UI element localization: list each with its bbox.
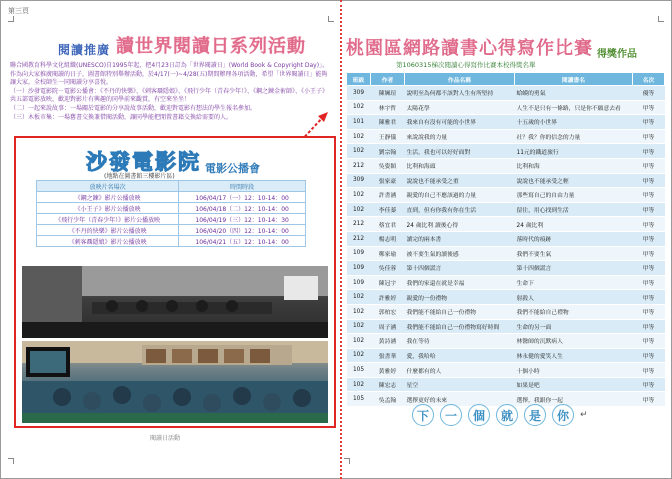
intro-text <box>10 62 330 122</box>
table-row <box>347 304 665 319</box>
rank-cell: 甲等 <box>633 231 665 246</box>
left-page-title: 讀世界閱讀日系列活動 <box>116 36 307 56</box>
rank-cell: 甲等 <box>633 377 665 392</box>
award-list-subtitle: 第1060315梯次閱讀心得寫作比賽本校得獎名單 <box>396 61 536 69</box>
table-row <box>347 100 665 115</box>
students-watching-photo <box>22 341 328 423</box>
class-cell: 109 <box>347 275 371 290</box>
book-title-cell: 如果是吧 <box>515 377 633 392</box>
film-cell: 《小王子》影片公播放映 <box>37 203 179 214</box>
author-cell: 蔡宜君 <box>371 217 405 232</box>
class-cell: 212 <box>347 158 371 173</box>
book-title-cell: 射殺人 <box>515 290 633 305</box>
table-row <box>347 246 665 261</box>
intro-paragraph: （一）沙發電影院－電影公播會：《不丹的快樂》、《刺客聶隱娘》、《飛行少年（青春少年）》、《鋼之鍊金術師》、《小王子》共五部電影放映，歡迎對影片有興趣的同學前來觀賞，有空來坐坐！ <box>10 87 329 104</box>
author-cell: 張書華 <box>371 348 405 363</box>
table-header: 名次 <box>633 73 665 86</box>
cinema-schedule-table <box>36 180 306 247</box>
time-cell: 106/04/18（二）12：10-14：00 <box>179 203 306 214</box>
author-cell: 黃雅婷 <box>371 363 405 378</box>
table-row <box>347 377 665 392</box>
table-row <box>347 188 665 203</box>
rank-cell: 甲等 <box>633 392 665 407</box>
work-title-cell: 選擇更好的未來 <box>405 392 515 407</box>
rank-cell: 甲等 <box>633 158 665 173</box>
work-title-cell: 我們能不能給自己一份禮物 <box>405 304 515 319</box>
class-cell: 102 <box>347 188 371 203</box>
book-title-cell: 落時代的痕跡 <box>515 231 633 246</box>
book-title-cell: 選擇，我跟你一起 <box>515 392 633 407</box>
class-cell: 212 <box>347 231 371 246</box>
cinema-location-note: (地點在圖書館三樓影片區) <box>104 173 175 180</box>
work-title-cell: 生活，我也可以好好面對 <box>405 144 515 159</box>
next-is-you-char: 是 <box>524 404 546 426</box>
rank-cell: 甲等 <box>633 115 665 130</box>
table-row <box>347 231 665 246</box>
book-title-cell: 第十四個謊言 <box>515 261 633 276</box>
table-row <box>347 348 665 363</box>
book-title-cell: 林醫師的沉默病人 <box>515 334 633 349</box>
table-row <box>347 144 665 159</box>
rank-cell: 甲等 <box>633 334 665 349</box>
next-is-you-char: 下 <box>412 404 434 426</box>
class-cell: 109 <box>347 261 371 276</box>
work-title-cell: 比利和海頭 <box>405 158 515 173</box>
class-cell: 105 <box>347 363 371 378</box>
table-row <box>347 86 665 101</box>
margin-corner-mark <box>344 458 350 464</box>
table-row <box>347 129 665 144</box>
award-works-label: 得獎作品 <box>597 49 637 60</box>
work-title-cell: 直到，但有你我有你在生活 <box>405 202 515 217</box>
cinema-subtitle: 電影公播會 <box>205 163 260 175</box>
author-cell: 黃詩涵 <box>371 334 405 349</box>
rank-cell: 甲等 <box>633 363 665 378</box>
table-header: 作者 <box>371 73 405 86</box>
work-title-cell: 親愛的一份禮物 <box>405 290 515 305</box>
author-cell: 吳佳蓉 <box>371 261 405 276</box>
book-title-cell: 社？我？你的信念的力量 <box>515 129 633 144</box>
left-title-row <box>58 36 338 58</box>
work-title-cell: 讀完的兩本書 <box>405 231 515 246</box>
time-cell: 106/04/19（三）12：10-14：30 <box>179 214 306 225</box>
rank-cell: 甲等 <box>633 290 665 305</box>
book-title-cell: 24 歲比利 <box>515 217 633 232</box>
author-cell: 周子涵 <box>371 319 405 334</box>
author-cell: 陳宏志 <box>371 377 405 392</box>
rank-cell: 甲等 <box>633 188 665 203</box>
author-cell: 吳孟翰 <box>371 392 405 407</box>
book-title-cell: 林永健的愛笑人生 <box>515 348 633 363</box>
rank-cell: 甲等 <box>633 304 665 319</box>
work-title-cell: 我們能不能給自己一份禮物寫好時間 <box>405 319 515 334</box>
class-cell: 102 <box>347 100 371 115</box>
work-title-cell: 愛，我哈哈 <box>405 348 515 363</box>
book-title-cell: 生命的另一面 <box>515 319 633 334</box>
next-is-you-char: 個 <box>468 404 490 426</box>
class-cell: 212 <box>347 217 371 232</box>
work-title-cell: 星空 <box>405 377 515 392</box>
time-cell: 106/04/21（五）12：10-14：00 <box>179 236 306 247</box>
author-cell: 王靜儀 <box>371 129 405 144</box>
film-cell: 《刺客聶隱娘》影片公播放映 <box>37 236 179 247</box>
table-row <box>347 290 665 305</box>
class-cell: 102 <box>347 334 371 349</box>
book-title-cell: 比利和海 <box>515 158 633 173</box>
author-cell: 鄭家瑜 <box>371 246 405 261</box>
author-cell: 吳姿穎 <box>371 158 405 173</box>
margin-corner-mark <box>8 16 14 22</box>
book-title-cell: 11元的鐵道旅行 <box>515 144 633 159</box>
book-title-cell: 人生不是只有一條路，只是你不願意去看 <box>515 100 633 115</box>
author-cell: 李佳蓁 <box>371 202 405 217</box>
work-title-cell: 第十四個謊言 <box>405 261 515 276</box>
table-header: 班級 <box>347 73 371 86</box>
screening-room-photo <box>22 266 328 338</box>
rank-cell: 甲等 <box>633 100 665 115</box>
paragraph-return-icon: ↵ <box>580 410 588 420</box>
table-row <box>347 115 665 130</box>
rank-cell: 甲等 <box>633 217 665 232</box>
class-cell: 102 <box>347 129 371 144</box>
book-title-cell: 留住，用心找到生活 <box>515 202 633 217</box>
rank-cell: 優等 <box>633 86 665 101</box>
author-cell: 陳姵瑄 <box>371 86 405 101</box>
table-header: 作品名稱 <box>405 73 515 86</box>
table-row <box>347 158 665 173</box>
rank-cell: 甲等 <box>633 202 665 217</box>
right-page-title: 桃園區網路讀書心得寫作比賽 <box>346 38 593 58</box>
margin-corner-mark <box>8 458 14 464</box>
reading-promo-badge: 閱讀推廣 <box>58 43 111 57</box>
cinema-highlight-box <box>14 136 336 428</box>
work-title-cell: 我來自有沒有可能的小世界 <box>405 115 515 130</box>
author-cell: 許雅婷 <box>371 290 405 305</box>
students-watching-illustration <box>22 341 328 423</box>
author-cell: 陳冠宇 <box>371 275 405 290</box>
class-cell: 102 <box>347 290 371 305</box>
margin-corner-mark <box>658 16 664 22</box>
author-cell: 郭柏宏 <box>371 304 405 319</box>
next-is-you-char: 你 <box>552 404 574 426</box>
class-cell: 102 <box>347 144 371 159</box>
class-cell: 109 <box>347 246 371 261</box>
class-cell: 105 <box>347 392 371 407</box>
book-title-cell: 我們不能給自己禮物 <box>515 304 633 319</box>
work-title-cell: 什麼都有的人 <box>405 363 515 378</box>
cinema-title: 沙發電影院 <box>86 150 201 174</box>
work-title-cell: 我在等待 <box>405 334 515 349</box>
work-title-cell: 太陽花學 <box>405 100 515 115</box>
class-cell: 101 <box>347 115 371 130</box>
table-row <box>347 363 665 378</box>
film-cell: 《不丹的快樂》影片公播放映 <box>37 225 179 236</box>
table-header: 時間時段 <box>179 181 306 192</box>
table-header: 閱讀書名 <box>515 73 633 86</box>
work-title-cell: 我們的家還在就是幸福 <box>405 275 515 290</box>
rank-cell: 甲等 <box>633 275 665 290</box>
photo-caption: 閱讀日活動 <box>150 435 181 442</box>
author-cell: 劉宗翰 <box>371 144 405 159</box>
next-is-you-char: 就 <box>496 404 518 426</box>
table-row <box>37 236 306 247</box>
work-title-cell: 說明至為何都不該對人生有所堅持 <box>405 86 515 101</box>
intro-paragraph: （二）一起來說故事：一場關於電影的分享說故事活動，歡迎對電影有想法的學生報名參加。 <box>10 104 257 112</box>
table-row <box>347 217 665 232</box>
table-row <box>347 202 665 217</box>
work-title-cell: 說說也不能承受之重 <box>405 173 515 188</box>
rank-cell: 甲等 <box>633 261 665 276</box>
book-title-cell: 那些寫自己的自由力量 <box>515 188 633 203</box>
table-row <box>347 275 665 290</box>
class-cell: 102 <box>347 202 371 217</box>
class-cell: 102 <box>347 348 371 363</box>
margin-corner-mark <box>328 16 334 22</box>
rank-cell: 甲等 <box>633 173 665 188</box>
book-title-cell: 說說也不能承受之輕 <box>515 173 633 188</box>
table-header: 放映片名場次 <box>37 181 179 192</box>
work-title-cell: 24 歲比利 讀後心得 <box>405 217 515 232</box>
intro-paragraph: 聯合國教育科學文化組織(UNESCO)自1995年起，把4月23日訂為「世界閱讀日」(World Book & Copyright Day)」，作為向大家推廣閱讀的日子，圖書館特別舉辦活動，於4/17(一)~4/28(五)期間辦理各項活動，希望「世界閱讀日」能夠讓大家，全校師生一同閱讀分享喜悅。 <box>10 62 329 87</box>
time-cell: 106/04/17（一）12：10-14：00 <box>179 192 306 203</box>
table-row <box>347 261 665 276</box>
rank-cell: 甲等 <box>633 348 665 363</box>
author-cell: 張家豪 <box>371 173 405 188</box>
work-title-cell: 來說說我的力量 <box>405 129 515 144</box>
book-title-cell: 生命下 <box>515 275 633 290</box>
intro-paragraph: （三）木板市集：一場舊書交換兼借閱活動，讓同學能把閒置書籍交換給需要的人。 <box>10 113 233 121</box>
book-title-cell: 蛤蟆的勇氣 <box>515 86 633 101</box>
work-title-cell: 親愛的自己不應該過的力量 <box>405 188 515 203</box>
table-row <box>37 214 306 225</box>
table-row <box>37 225 306 236</box>
award-list-table <box>346 72 665 407</box>
book-title-cell: 十個小時 <box>515 363 633 378</box>
table-row <box>37 203 306 214</box>
right-title-row <box>346 34 637 60</box>
rank-cell: 甲等 <box>633 246 665 261</box>
next-is-you-banner <box>412 404 588 426</box>
rank-cell: 甲等 <box>633 319 665 334</box>
class-cell: 102 <box>347 319 371 334</box>
rank-cell: 甲等 <box>633 129 665 144</box>
author-cell: 林宇哲 <box>371 100 405 115</box>
author-cell: 楊志明 <box>371 231 405 246</box>
time-cell: 106/04/20（四）12：10-14：00 <box>179 225 306 236</box>
class-cell: 102 <box>347 304 371 319</box>
table-row <box>347 319 665 334</box>
page-divider-line <box>340 0 342 479</box>
page-label: 第三頁 <box>8 7 29 15</box>
next-is-you-char: 一 <box>440 404 462 426</box>
class-cell: 309 <box>347 173 371 188</box>
rank-cell: 甲等 <box>633 144 665 159</box>
table-row <box>347 334 665 349</box>
screening-room-illustration <box>22 266 328 338</box>
class-cell: 102 <box>347 377 371 392</box>
author-cell: 許書涵 <box>371 188 405 203</box>
table-row <box>37 192 306 203</box>
film-cell: 《鋼之鍊》影片公播放映 <box>37 192 179 203</box>
book-title-cell: 我們不要生氣 <box>515 246 633 261</box>
work-title-cell: 被不要生氣的讀後感 <box>405 246 515 261</box>
table-row <box>347 173 665 188</box>
book-title-cell: 十五歲的小世界 <box>515 115 633 130</box>
film-cell: 《飛行少年（青春少年）》影片公播放映 <box>37 214 179 225</box>
class-cell: 309 <box>347 86 371 101</box>
author-cell: 陳雅君 <box>371 115 405 130</box>
